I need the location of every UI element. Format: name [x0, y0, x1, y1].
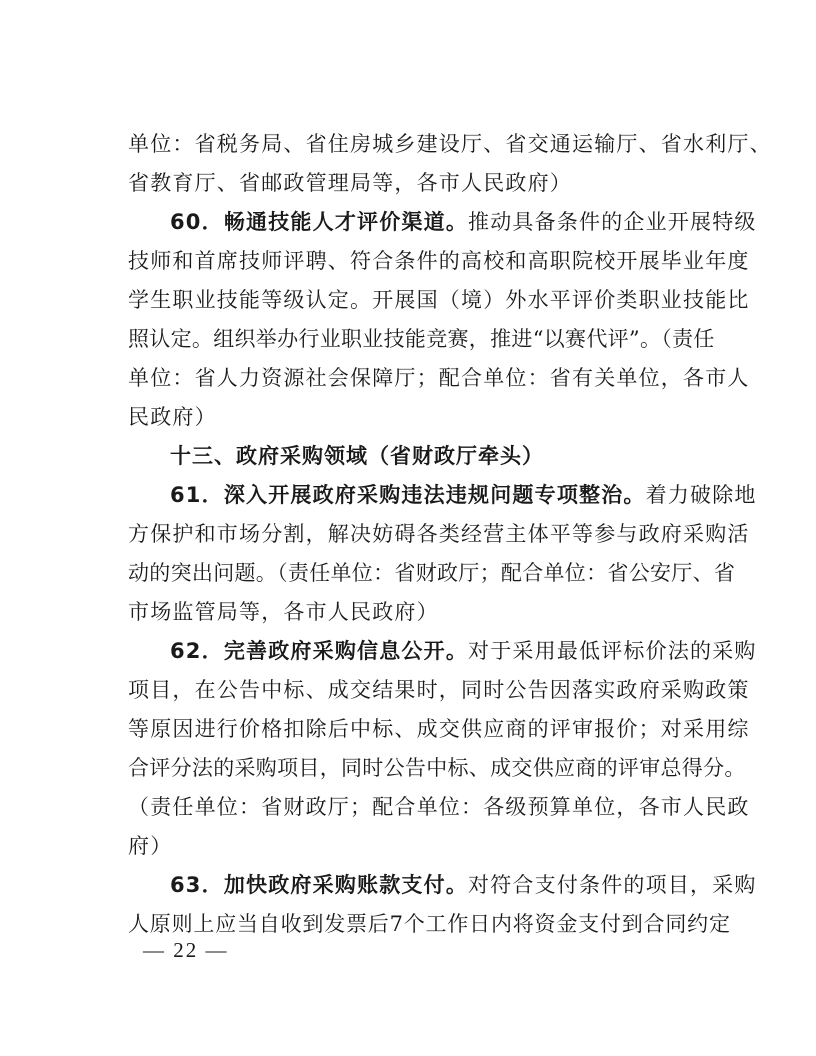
text-line: 等原因进行价格扣除后中标、成交供应商的评审报价；对采用综: [128, 717, 750, 741]
item-61-line: [128, 476, 757, 515]
item-63-title: 63．加快政府采购账款支付。: [170, 873, 469, 897]
item-63-text: 对符合支付条件的项目，采购: [468, 873, 757, 897]
text-line: 合评分法的采购项目，同时公告中标、成交供应商的评审总得分。: [128, 756, 746, 780]
text-line: 方保护和市场分割，解决妨碍各类经营主体平等参与政府采购活: [128, 522, 750, 546]
text-line: 民政府）: [128, 405, 217, 429]
item-60-text: 推动具备条件的企业开展特级: [468, 210, 757, 234]
text-line: 省教育厅、省邮政管理局等，各市人民政府）: [128, 171, 572, 195]
text-line: 单位：省税务局、省住房城乡建设厅、省交通运输厅、省水利厅、: [128, 132, 772, 156]
text-line: （责任单位：省财政厅；配合单位：各级预算单位，各市人民政: [128, 795, 750, 819]
item-63-line: [128, 866, 757, 905]
item-62-title: 62．完善政府采购信息公开。: [170, 639, 469, 663]
item-60-line: [128, 203, 757, 242]
text-line: 学生职业技能等级认定。开展国（境）外水平评价类职业技能比: [128, 288, 750, 312]
text-line: 单位：省人力资源社会保障厅；配合单位：省有关单位，各市人: [128, 366, 750, 390]
text-line: 市场监管局等，各市人民政府）: [128, 600, 439, 624]
text-line: 府）: [128, 834, 173, 858]
text-line: 人原则上应当自收到发票后7个工作日内将资金支付到合同约定: [128, 912, 731, 936]
item-61-title: 61．深入开展政府采购违法违规问题专项整治。: [170, 483, 646, 507]
item-60-title: 60．畅通技能人才评价渠道。: [170, 210, 469, 234]
text-line: 项目，在公告中标、成交结果时，同时公告因落实政府采购政策: [128, 678, 750, 702]
text-line: 动的突出问题。（责任单位：省财政厅；配合单位：省公安厅、省: [128, 561, 736, 585]
item-61-text: 着力破除地: [645, 483, 757, 507]
body-text: [128, 125, 772, 944]
section-heading: 十三、政府采购领域（省财政厅牵头）: [170, 444, 544, 468]
item-62-line: [128, 632, 757, 671]
page-number: — 22 —: [143, 938, 229, 962]
text-line: 照认定。组织举办行业职业技能竞赛，推进“以赛代评”。（责任: [128, 327, 715, 351]
item-62-text: 对于采用最低评标价法的采购: [468, 639, 757, 663]
text-line: 技师和首席技师评聘、符合条件的高校和高职院校开展毕业年度: [128, 249, 750, 273]
